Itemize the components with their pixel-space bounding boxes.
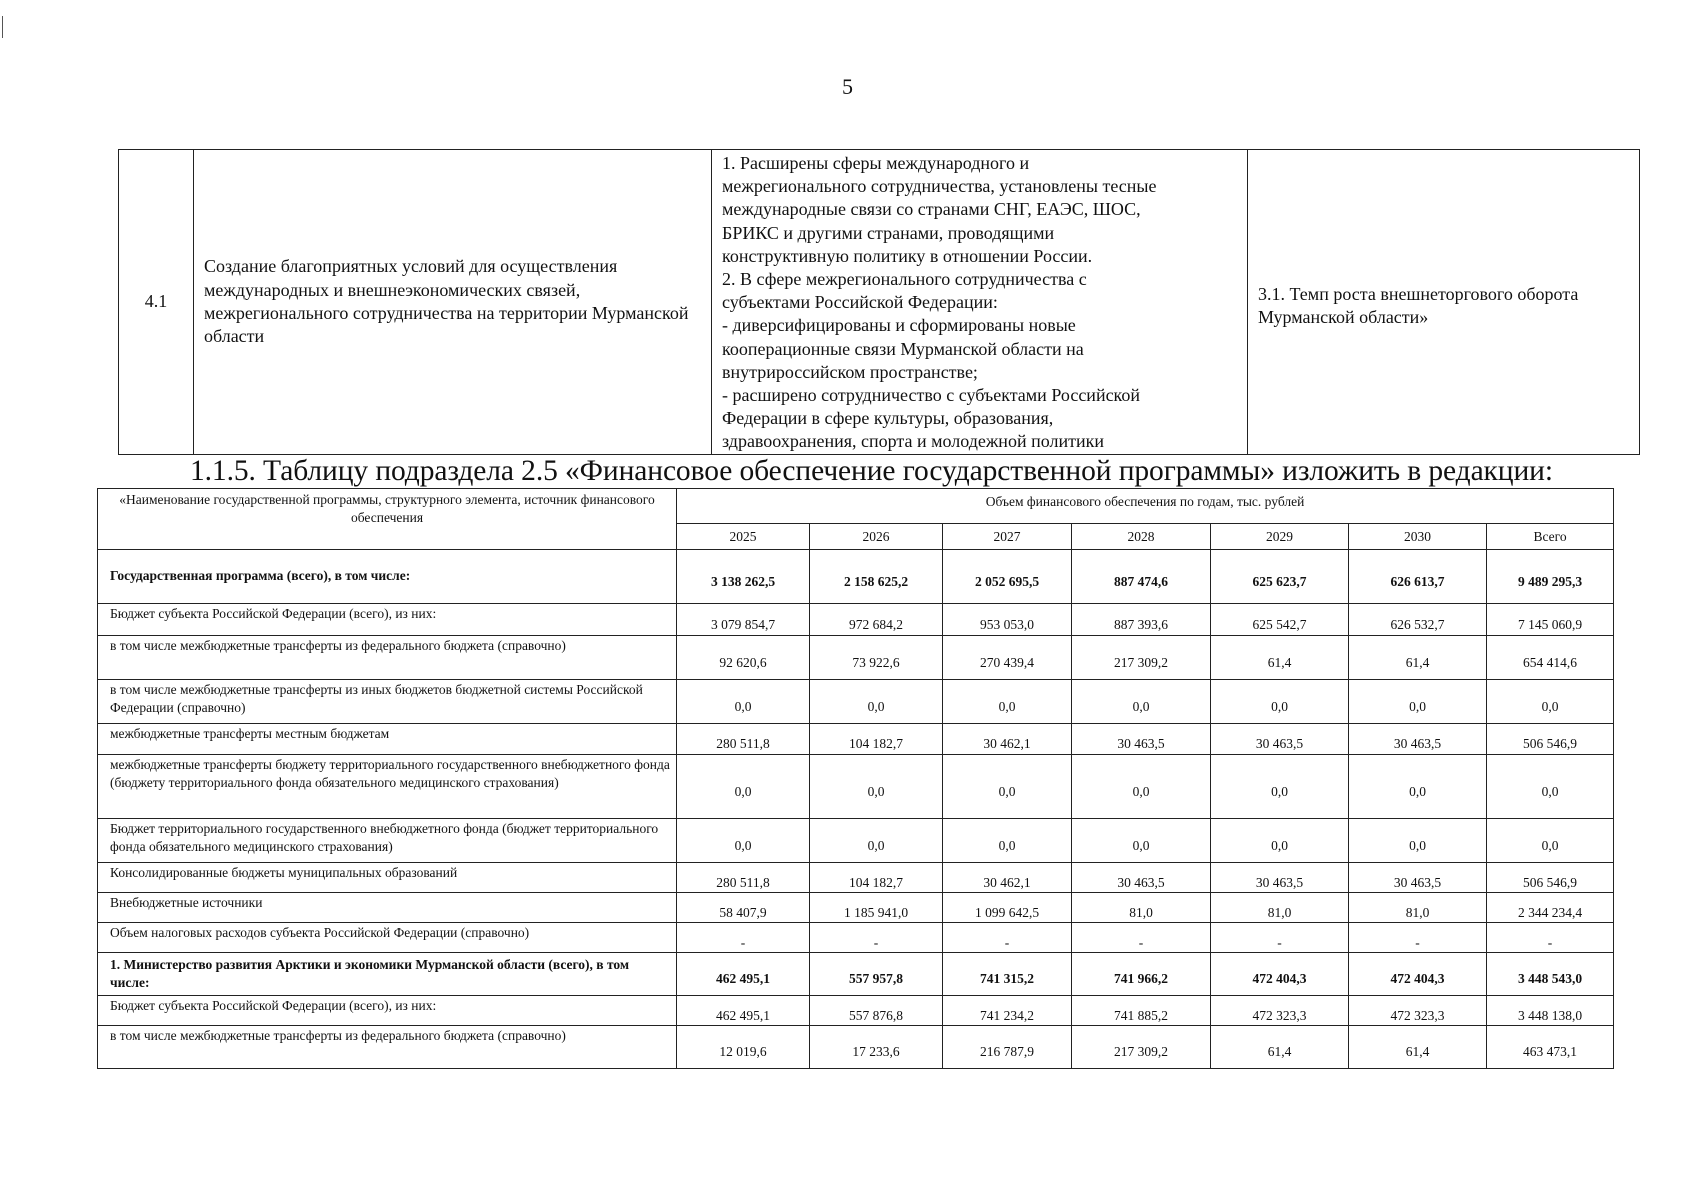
value-cell: 104 182,7 — [810, 724, 943, 755]
value-cell: 0,0 — [1072, 819, 1211, 863]
value-cell: 1 185 941,0 — [810, 893, 943, 923]
value-cell: 0,0 — [810, 819, 943, 863]
row-label: межбюджетные трансферты бюджету территориального государственного внебюджетного фонда (бюджету территориального фонда обязательного медицинского страхования) — [98, 755, 677, 819]
row-label: Консолидированные бюджеты муниципальных образований — [98, 863, 677, 893]
value-cell: - — [943, 923, 1072, 953]
element-name: Создание благоприятных условий для осуществления международных и внешнеэкономических связей, межрегионального сотрудничества на территории Мурманской области — [194, 150, 712, 455]
value-cell: 0,0 — [1349, 680, 1487, 724]
value-cell: 3 448 138,0 — [1487, 996, 1614, 1026]
header-row — [98, 489, 1614, 524]
result-line: 1. Расширены сферы международного и — [722, 153, 1030, 173]
result-line: международные связи со странами СНГ, ЕАЭС, ШОС, — [722, 199, 1141, 220]
value-cell: 462 495,1 — [677, 953, 810, 996]
value-cell: 17 233,6 — [810, 1026, 943, 1069]
value-cell: 0,0 — [1487, 819, 1614, 863]
value-cell: 217 309,2 — [1072, 636, 1211, 680]
value-cell: 887 393,6 — [1072, 604, 1211, 636]
finance-table — [97, 488, 1614, 1069]
value-cell: - — [810, 923, 943, 953]
value-cell: 58 407,9 — [677, 893, 810, 923]
result-line: - расширено сотрудничество с субъектами Российской — [722, 385, 1141, 406]
value-cell: 30 463,5 — [1349, 863, 1487, 893]
value-cell: - — [677, 923, 810, 953]
row-label: Объем налоговых расходов субъекта Российской Федерации (справочно) — [98, 923, 677, 953]
row-label: Бюджет субъекта Российской Федерации (всего), из них: — [98, 996, 677, 1026]
table-row — [98, 1026, 1614, 1069]
result-line: Федерации в сфере культуры, образования, — [722, 408, 1054, 429]
result-line: конструктивную политику в отношении России. — [722, 245, 1093, 266]
table-row — [98, 636, 1614, 680]
value-cell: 0,0 — [1211, 755, 1349, 819]
header-group-cell: Объем финансового обеспечения по годам, тыс. рублей — [677, 489, 1614, 524]
value-cell: 30 463,5 — [1211, 724, 1349, 755]
row-label: в том числе межбюджетные трансферты из иных бюджетов бюджетной системы Российской Федерации (справочно) — [98, 680, 677, 724]
value-cell: 30 462,1 — [943, 863, 1072, 893]
value-cell: 654 414,6 — [1487, 636, 1614, 680]
year-header: 2029 — [1211, 524, 1349, 550]
value-cell: 0,0 — [677, 755, 810, 819]
value-cell: 12 019,6 — [677, 1026, 810, 1069]
year-header: 2026 — [810, 524, 943, 550]
year-header: Всего — [1487, 524, 1614, 550]
year-header: 2025 — [677, 524, 810, 550]
year-header: 2028 — [1072, 524, 1211, 550]
table-row — [119, 150, 1640, 455]
row-label: Государственная программа (всего), в том числе: — [98, 550, 677, 604]
value-cell: 0,0 — [943, 819, 1072, 863]
year-header: 2030 — [1349, 524, 1487, 550]
value-cell: 0,0 — [1072, 680, 1211, 724]
value-cell: 30 463,5 — [1211, 863, 1349, 893]
value-cell: 972 684,2 — [810, 604, 943, 636]
value-cell: - — [1487, 923, 1614, 953]
value-cell: 61,4 — [1211, 1026, 1349, 1069]
result-line: межрегионального сотрудничества, установлены тесные — [722, 176, 1157, 197]
value-cell: 741 234,2 — [943, 996, 1072, 1026]
value-cell: 0,0 — [1211, 680, 1349, 724]
value-cell: 0,0 — [1487, 755, 1614, 819]
value-cell: 73 922,6 — [810, 636, 943, 680]
value-cell: 2 052 695,5 — [943, 550, 1072, 604]
value-cell: 9 489 295,3 — [1487, 550, 1614, 604]
element-results — [712, 150, 1248, 455]
result-line: БРИКС и другими странами, проводящими — [722, 222, 1055, 243]
value-cell: 3 079 854,7 — [677, 604, 810, 636]
value-cell: 61,4 — [1349, 636, 1487, 680]
row-label: Бюджет территориального государственного внебюджетного фонда (бюджет территориального фонда обязательного медицинского страхования) — [98, 819, 677, 863]
value-cell: 626 613,7 — [1349, 550, 1487, 604]
element-indicator — [1248, 150, 1640, 455]
value-cell: 92 620,6 — [677, 636, 810, 680]
value-cell: 81,0 — [1349, 893, 1487, 923]
table-row — [98, 953, 1614, 996]
value-cell: 472 323,3 — [1349, 996, 1487, 1026]
value-cell: 463 473,1 — [1487, 1026, 1614, 1069]
value-cell: 1 099 642,5 — [943, 893, 1072, 923]
value-cell: 741 315,2 — [943, 953, 1072, 996]
result-line: здравоохранения, спорта и молодежной политики — [722, 431, 1104, 452]
indicator-text: 3.1. Темп роста внешнеторгового оборота Мурманской области» — [1258, 283, 1579, 327]
table-row — [98, 923, 1614, 953]
value-cell: 0,0 — [1211, 819, 1349, 863]
row-label: 1. Министерство развития Арктики и экономики Мурманской области (всего), в том числе: — [98, 953, 677, 996]
value-cell: 0,0 — [1349, 819, 1487, 863]
value-cell: 0,0 — [1349, 755, 1487, 819]
value-cell: 472 404,3 — [1349, 953, 1487, 996]
value-cell: 472 323,3 — [1211, 996, 1349, 1026]
value-cell: 3 448 543,0 — [1487, 953, 1614, 996]
value-cell: 0,0 — [943, 755, 1072, 819]
result-line: 2. В сфере межрегионального сотрудничества с — [722, 269, 1087, 290]
value-cell: 506 546,9 — [1487, 863, 1614, 893]
value-cell: 30 463,5 — [1072, 863, 1211, 893]
value-cell: 557 876,8 — [810, 996, 943, 1026]
value-cell: 741 966,2 — [1072, 953, 1211, 996]
table-row — [98, 724, 1614, 755]
value-cell: 0,0 — [810, 755, 943, 819]
value-cell: 0,0 — [1487, 680, 1614, 724]
page-number: 5 — [842, 74, 853, 99]
value-cell: 0,0 — [677, 680, 810, 724]
value-cell: 81,0 — [1211, 893, 1349, 923]
value-cell: 472 404,3 — [1211, 953, 1349, 996]
value-cell: 280 511,8 — [677, 863, 810, 893]
element-number: 4.1 — [119, 150, 194, 455]
value-cell: 216 787,9 — [943, 1026, 1072, 1069]
value-cell: 0,0 — [677, 819, 810, 863]
value-cell: 626 532,7 — [1349, 604, 1487, 636]
result-line: кооперационные связи Мурманской области на — [722, 338, 1084, 359]
row-label: в том числе межбюджетные трансферты из федерального бюджета (справочно) — [98, 636, 677, 680]
value-cell: 30 463,5 — [1072, 724, 1211, 755]
value-cell: 61,4 — [1211, 636, 1349, 680]
result-line: внутрироссийском пространстве; — [722, 361, 978, 382]
value-cell: 625 623,7 — [1211, 550, 1349, 604]
table-row — [98, 893, 1614, 923]
value-cell: 953 053,0 — [943, 604, 1072, 636]
result-line: субъектами Российской Федерации: — [722, 292, 998, 313]
value-cell: 0,0 — [810, 680, 943, 724]
row-label: межбюджетные трансферты местным бюджетам — [98, 724, 677, 755]
table-row — [98, 819, 1614, 863]
value-cell: - — [1349, 923, 1487, 953]
value-cell: 462 495,1 — [677, 996, 810, 1026]
value-cell: 557 957,8 — [810, 953, 943, 996]
value-cell: 887 474,6 — [1072, 550, 1211, 604]
scan-edge-mark — [2, 16, 3, 38]
value-cell: 270 439,4 — [943, 636, 1072, 680]
value-cell: 61,4 — [1349, 1026, 1487, 1069]
table-row — [98, 755, 1614, 819]
table-row — [98, 550, 1614, 604]
table-row — [98, 680, 1614, 724]
table-row — [98, 996, 1614, 1026]
value-cell: 217 309,2 — [1072, 1026, 1211, 1069]
year-header: 2027 — [943, 524, 1072, 550]
value-cell: - — [1211, 923, 1349, 953]
value-cell: 81,0 — [1072, 893, 1211, 923]
row-label: Бюджет субъекта Российской Федерации (всего), из них: — [98, 604, 677, 636]
value-cell: 625 542,7 — [1211, 604, 1349, 636]
value-cell: 0,0 — [1072, 755, 1211, 819]
value-cell: 7 145 060,9 — [1487, 604, 1614, 636]
row-label: в том числе межбюджетные трансферты из федерального бюджета (справочно) — [98, 1026, 677, 1069]
result-line: - диверсифицированы и сформированы новые — [722, 315, 1076, 336]
value-cell: 30 463,5 — [1349, 724, 1487, 755]
value-cell: 506 546,9 — [1487, 724, 1614, 755]
value-cell: 3 138 262,5 — [677, 550, 810, 604]
value-cell: - — [1072, 923, 1211, 953]
table-row — [98, 604, 1614, 636]
value-cell: 741 885,2 — [1072, 996, 1211, 1026]
value-cell: 0,0 — [943, 680, 1072, 724]
table-row — [98, 863, 1614, 893]
header-name-cell: «Наименование государственной программы, структурного элемента, источник финансового обеспечения — [98, 489, 677, 550]
value-cell: 2 344 234,4 — [1487, 893, 1614, 923]
value-cell: 280 511,8 — [677, 724, 810, 755]
value-cell: 104 182,7 — [810, 863, 943, 893]
value-cell: 30 462,1 — [943, 724, 1072, 755]
value-cell: 2 158 625,2 — [810, 550, 943, 604]
program-element-table — [118, 149, 1640, 455]
row-label: Внебюджетные источники — [98, 893, 677, 923]
section-heading: 1.1.5. Таблицу подраздела 2.5 «Финансовое обеспечение государственной программы» изложить в редакции: — [190, 455, 1553, 487]
